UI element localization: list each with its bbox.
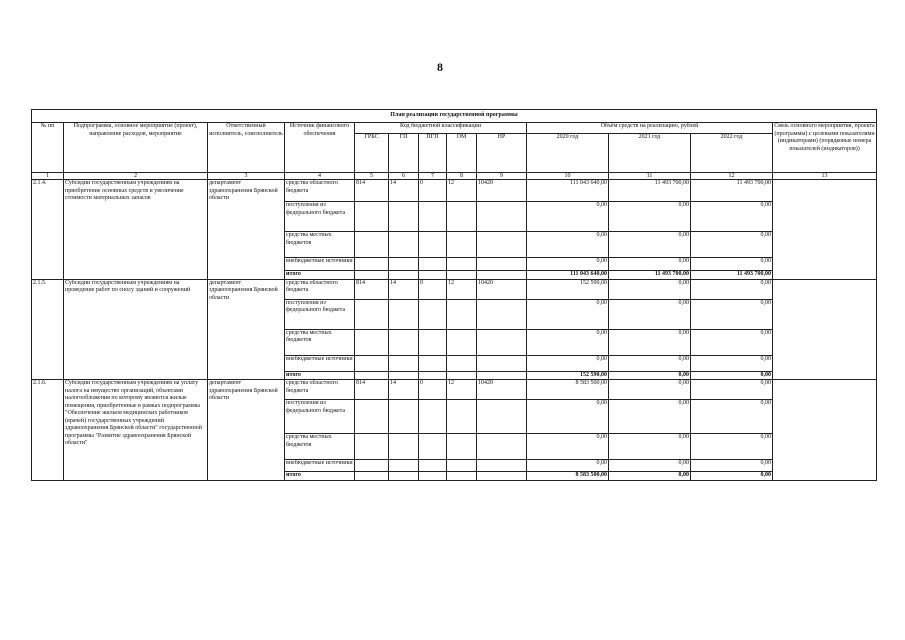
kbk-cell — [447, 329, 477, 355]
kbk-grbs: 814 — [355, 180, 389, 202]
kbk-cell — [477, 232, 527, 258]
row-responsible: департамент здравоохранения Брянской области — [208, 180, 285, 280]
kbk-cell — [477, 202, 527, 232]
value-2022: 0,00 — [691, 202, 773, 232]
value-2022: 0,00 — [691, 232, 773, 258]
column-number: 7 — [419, 173, 447, 180]
value-2020: 0,00 — [527, 258, 609, 271]
kbk-cell — [419, 258, 447, 271]
value-2022: 0,00 — [691, 434, 773, 460]
source-vne: внебюджетные источники — [285, 258, 355, 271]
header-year-2022: 2022 год — [691, 134, 773, 173]
kbk-cell — [419, 202, 447, 232]
value-2020: 0,00 — [527, 400, 609, 434]
header-kbk: Код бюджетной классификации — [355, 123, 527, 134]
value-2020: 0,00 — [527, 299, 609, 329]
kbk-pgp: 0 — [419, 180, 447, 202]
kbk-cell — [355, 460, 389, 472]
kbk-om: 12 — [447, 180, 477, 202]
kbk-om: 12 — [447, 279, 477, 299]
kbk-cell — [389, 434, 419, 460]
kbk-cell — [419, 355, 447, 371]
header-grbs: ГРБС — [355, 134, 389, 173]
source-fed: поступления из федерального бюджета — [285, 400, 355, 434]
page-number: 8 — [437, 60, 443, 74]
kbk-cell — [477, 258, 527, 271]
kbk-cell — [477, 434, 527, 460]
total-2022: 0,00 — [691, 371, 773, 380]
kbk-cell — [389, 329, 419, 355]
source-total: итого — [285, 472, 355, 481]
column-number: 13 — [773, 173, 877, 180]
column-number: 9 — [477, 173, 527, 180]
source-fed: поступления из федерального бюджета — [285, 299, 355, 329]
value-2022: 11 493 700,00 — [691, 180, 773, 202]
column-number: 3 — [208, 173, 285, 180]
kbk-cell — [419, 371, 447, 380]
value-2021: 0,00 — [609, 299, 691, 329]
kbk-cell — [419, 329, 447, 355]
value-2020: 0,00 — [527, 355, 609, 371]
kbk-cell — [389, 400, 419, 434]
row-number: 2.1.5. — [32, 279, 64, 380]
value-2022: 0,00 — [691, 400, 773, 434]
source-total: итого — [285, 371, 355, 380]
kbk-cell — [419, 271, 447, 280]
header-link: Связь основного мероприятия, проекта (программы) с целевыми показателями (индикаторами) (порядковые номера показателей (индикаторов)) — [773, 123, 877, 173]
value-2020: 8 583 500,00 — [527, 380, 609, 400]
kbk-gp: 14 — [389, 180, 419, 202]
kbk-cell — [477, 472, 527, 481]
value-2022: 0,00 — [691, 355, 773, 371]
header-om: ОМ — [447, 134, 477, 173]
kbk-cell — [355, 299, 389, 329]
value-2020: 0,00 — [527, 232, 609, 258]
value-2020: 111 043 640,00 — [527, 180, 609, 202]
kbk-cell — [477, 329, 527, 355]
value-2021: 0,00 — [609, 232, 691, 258]
kbk-cell — [355, 472, 389, 481]
value-2021: 0,00 — [609, 380, 691, 400]
kbk-om: 12 — [447, 380, 477, 400]
kbk-cell — [389, 202, 419, 232]
kbk-pgp: 0 — [419, 279, 447, 299]
total-2020: 111 043 640,00 — [527, 271, 609, 280]
total-2022: 11 493 700,00 — [691, 271, 773, 280]
kbk-cell — [355, 329, 389, 355]
column-number: 5 — [355, 173, 389, 180]
value-2022: 0,00 — [691, 380, 773, 400]
value-2020: 0,00 — [527, 329, 609, 355]
kbk-cell — [419, 299, 447, 329]
value-2022: 0,00 — [691, 329, 773, 355]
source-mest: средства местных бюджетов — [285, 434, 355, 460]
kbk-cell — [477, 400, 527, 434]
total-2021: 11 493 700,00 — [609, 271, 691, 280]
header-num: № пп — [32, 123, 64, 173]
kbk-grbs: 814 — [355, 380, 389, 400]
value-2020: 0,00 — [527, 460, 609, 472]
kbk-cell — [477, 355, 527, 371]
row-name: Субсидии государственным учреждениям на проведение работ по сносу зданий и сооружений — [64, 279, 208, 380]
value-2021: 11 493 700,00 — [609, 180, 691, 202]
value-2021: 0,00 — [609, 460, 691, 472]
source-vne: внебюджетные источники — [285, 355, 355, 371]
column-number: 2 — [64, 173, 208, 180]
kbk-grbs: 814 — [355, 279, 389, 299]
header-volume: Объём средств на реализацию, рублей — [527, 123, 773, 134]
value-2021: 0,00 — [609, 329, 691, 355]
value-2021: 0,00 — [609, 355, 691, 371]
kbk-cell — [389, 371, 419, 380]
value-2021: 0,00 — [609, 400, 691, 434]
value-2020: 152 590,00 — [527, 279, 609, 299]
kbk-cell — [389, 355, 419, 371]
column-number: 12 — [691, 173, 773, 180]
source-obl: средства областного бюджета — [285, 180, 355, 202]
kbk-cell — [389, 472, 419, 481]
kbk-cell — [447, 299, 477, 329]
kbk-cell — [389, 271, 419, 280]
source-obl: средства областного бюджета — [285, 380, 355, 400]
column-number: 11 — [609, 173, 691, 180]
kbk-cell — [477, 299, 527, 329]
value-2022: 0,00 — [691, 279, 773, 299]
kbk-cell — [355, 202, 389, 232]
value-2022: 0,00 — [691, 460, 773, 472]
source-mest: средства местных бюджетов — [285, 232, 355, 258]
kbk-nr: 10420 — [477, 380, 527, 400]
kbk-cell — [355, 371, 389, 380]
row-link — [773, 180, 877, 280]
kbk-cell — [419, 460, 447, 472]
implementation-plan-table — [31, 109, 877, 481]
value-2021: 0,00 — [609, 258, 691, 271]
kbk-nr: 10420 — [477, 180, 527, 202]
value-2021: 0,00 — [609, 202, 691, 232]
column-number: 10 — [527, 173, 609, 180]
kbk-cell — [447, 400, 477, 434]
source-total: итого — [285, 271, 355, 280]
value-2022: 0,00 — [691, 299, 773, 329]
kbk-cell — [477, 271, 527, 280]
header-year-2021: 2021 год — [609, 134, 691, 173]
source-obl: средства областного бюджета — [285, 279, 355, 299]
header-nr: НР — [477, 134, 527, 173]
kbk-cell — [447, 434, 477, 460]
row-name: Субсидии государственным учреждениям на приобретение основных средств и увеличение стоимости материальных запасов — [64, 180, 208, 280]
kbk-cell — [447, 472, 477, 481]
kbk-cell — [477, 371, 527, 380]
column-number: 4 — [285, 173, 355, 180]
column-number: 1 — [32, 173, 64, 180]
kbk-cell — [447, 460, 477, 472]
total-2020: 8 583 500,00 — [527, 472, 609, 481]
total-2021: 0,00 — [609, 371, 691, 380]
implementation-plan-table-wrapper — [31, 109, 877, 481]
kbk-cell — [389, 232, 419, 258]
kbk-gp: 14 — [389, 279, 419, 299]
kbk-nr: 10420 — [477, 279, 527, 299]
value-2020: 0,00 — [527, 202, 609, 232]
kbk-cell — [355, 355, 389, 371]
kbk-cell — [447, 202, 477, 232]
kbk-pgp: 0 — [419, 380, 447, 400]
kbk-cell — [389, 258, 419, 271]
kbk-cell — [355, 400, 389, 434]
kbk-cell — [355, 434, 389, 460]
column-number: 6 — [389, 173, 419, 180]
header-gp: ГП — [389, 134, 419, 173]
header-source: Источник финансового обеспечения — [285, 123, 355, 173]
kbk-cell — [419, 232, 447, 258]
table-title: План реализации государственной программы — [32, 110, 877, 123]
kbk-cell — [447, 371, 477, 380]
row-name: Субсидии государственным учреждениям на уплату налога на имущество организаций, объектами налогообложения по которому являются жилые помещения, приобретенные в рамках подпрограммы "Обеспечение жильем медицинских работников (врачей) государственных учреждений здравоохранения Брянской области" государственной программы "Развитие здравоохранения Брянской области" — [64, 380, 208, 481]
total-2020: 152 590,00 — [527, 371, 609, 380]
kbk-cell — [447, 232, 477, 258]
kbk-cell — [355, 258, 389, 271]
total-2022: 0,00 — [691, 472, 773, 481]
kbk-cell — [419, 472, 447, 481]
kbk-cell — [389, 299, 419, 329]
row-responsible: департамент здравоохранения Брянской области — [208, 380, 285, 481]
source-vne: внебюджетные источники — [285, 460, 355, 472]
kbk-gp: 14 — [389, 380, 419, 400]
row-number: 2.1.6. — [32, 380, 64, 481]
source-mest: средства местных бюджетов — [285, 329, 355, 355]
row-link — [773, 380, 877, 481]
value-2021: 0,00 — [609, 434, 691, 460]
kbk-cell — [419, 400, 447, 434]
row-responsible: департамент здравоохранения Брянской области — [208, 279, 285, 380]
source-fed: поступления из федерального бюджета — [285, 202, 355, 232]
value-2022: 0,00 — [691, 258, 773, 271]
kbk-cell — [419, 434, 447, 460]
header-name: Подпрограмма, основное мероприятие (проект), направление расходов, мероприятие — [64, 123, 208, 173]
kbk-cell — [447, 271, 477, 280]
kbk-cell — [355, 232, 389, 258]
header-responsible: Ответственный исполнитель, соисполнитель — [208, 123, 285, 173]
column-number: 8 — [447, 173, 477, 180]
kbk-cell — [355, 271, 389, 280]
value-2020: 0,00 — [527, 434, 609, 460]
header-pgp: ПГП — [419, 134, 447, 173]
value-2021: 0,00 — [609, 279, 691, 299]
row-number: 2.1.4. — [32, 180, 64, 280]
kbk-cell — [389, 460, 419, 472]
row-link — [773, 279, 877, 380]
header-year-2020: 2020 год — [527, 134, 609, 173]
total-2021: 0,00 — [609, 472, 691, 481]
kbk-cell — [447, 258, 477, 271]
kbk-cell — [447, 355, 477, 371]
kbk-cell — [477, 460, 527, 472]
